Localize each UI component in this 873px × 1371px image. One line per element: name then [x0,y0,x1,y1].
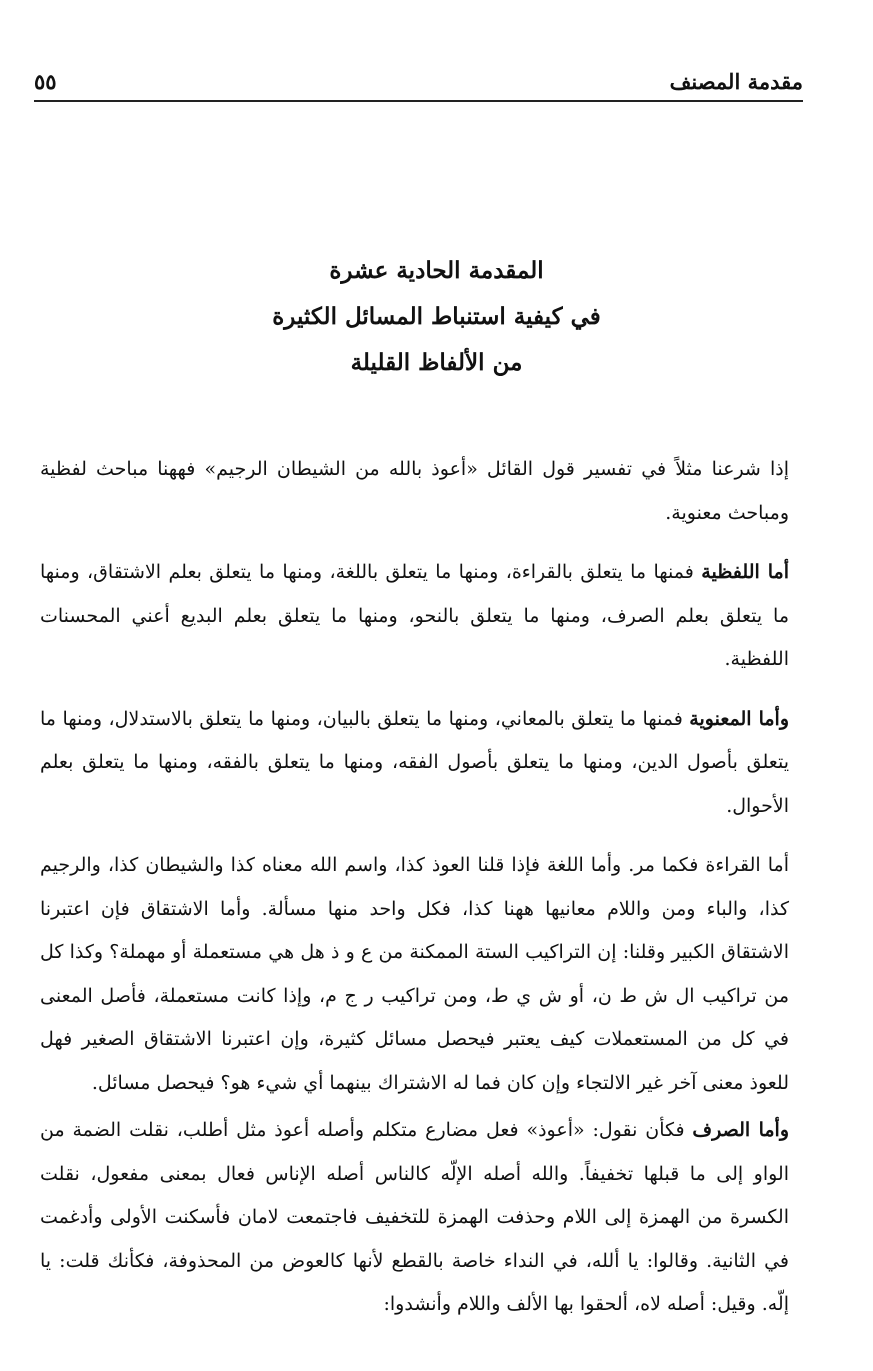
section-title-line-3: من الألفاظ القليلة [350,349,523,376]
paragraph-4: أما القراءة فكما مر. وأما اللغة فإذا قلنا العوذ كذا، واسم الله معناه كذا والشيطان كذا، والرجيم كذا، والباء ومن واللام معانيها ههنا كذا، فكل واحد منها مسألة. وأما الاشتقاق فإن اعتبرنا الاشتقاق الكبير وقلنا: إن التراكيب الستة الممكنة من ع و ذ هل هي مستعملة أو مهملة؟ وكذا كل من تراكيب ال ش ط ن، أو ش ي ط، ومن تراكيب ر ج م، وإذا كانت مستعملة، فأصل المعنى في كل من المستعملات كيف يعتبر فيحصل مسائل كثيرة، وإن اعتبرنا الاشتقاق الصغير فهل للعوذ معنى آخر غير الالتجاء وإن كان فما له الاشتراك بينهما أي شيء هو؟ فيحصل مسائل. [40,854,789,1094]
paragraph-2 [40,551,789,682]
paragraph-5 [40,1109,789,1327]
page-number: ٥٥ [34,68,57,94]
paragraph-5-text: فكأن نقول: «أعوذ» فعل مضارع متكلم وأصله أعوذ مثل أطلب، نقلت الضمة من الواو إلى ما قبلها تخفيفاً. والله أصله الإلّه كالناس أصله الإناس فعال بمعنى مفعول، نقلت الكسرة من الهمزة إلى اللام وحذفت الهمزة للتخفيف فاجتمعت لامان فأسكنت الأولى وأدغمت في الثانية. وقالوا: يا ألله، في النداء خاصة بالقطع لأنها كالعوض من المحذوفة، فكأنك قلت: يا إلّه. وقيل: أصله لاه، ألحقوا بها الألف واللام وأنشدوا: [40,1119,789,1315]
running-header [34,62,803,102]
paragraph-2-lead: أما اللفظية [701,561,789,583]
paragraph-5-lead: وأما الصرف [692,1119,789,1141]
section-title [0,248,873,386]
body-text [40,448,789,1331]
paragraph-1: إذا شرعنا مثلاً في تفسير قول القائل «أعوذ بالله من الشيطان الرجيم» فههنا مباحث لفظية ومباحث معنوية. [40,458,789,524]
paragraph-3-text: فمنها ما يتعلق بالمعاني، ومنها ما يتعلق بالبيان، ومنها ما يتعلق بالاستدلال، ومنها ما يتعلق بأصول الدين، ومنها ما يتعلق بأصول الفقه، ومنها ما يتعلق بالفقه، ومنها ما يتعلق بعلم الأحوال. [40,707,789,817]
chapter-title: مقدمة المصنف [669,68,803,94]
section-title-line-1: المقدمة الحادية عشرة [329,257,544,284]
section-title-line-2: في كيفية استنباط المسائل الكثيرة [272,303,601,330]
paragraph-3-lead: وأما المعنوية [689,707,790,730]
paragraph-2-text: فمنها ما يتعلق بالقراءة، ومنها ما يتعلق باللغة، ومنها ما يتعلق بعلم الاشتقاق، ومنها ما يتعلق بعلم الصرف، ومنها ما يتعلق بالنحو، ومنها ما يتعلق بعلم البديع أعني المحسنات اللفظية. [40,561,789,670]
paragraph-3 [40,698,789,829]
